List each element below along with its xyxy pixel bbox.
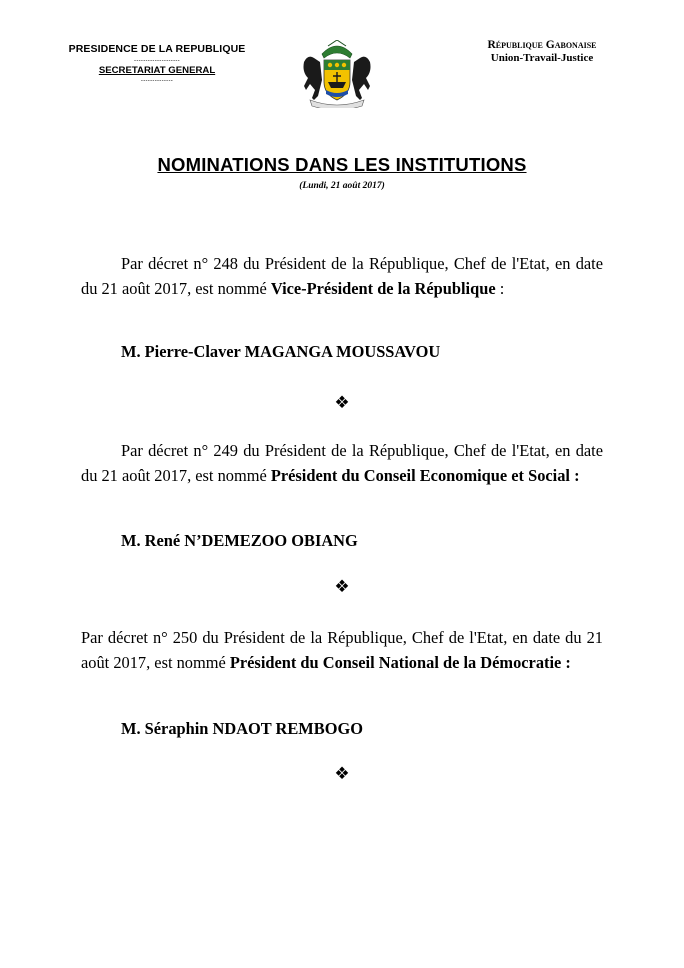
appointee-name-2: M. René N’DEMEZOO OBIANG bbox=[121, 531, 358, 550]
header-separator: -------------------- bbox=[134, 57, 180, 64]
decree-paragraph-2 bbox=[81, 438, 603, 488]
separator-ornament: ❖ bbox=[334, 393, 350, 412]
decree-suffix: : bbox=[495, 279, 505, 298]
decree-intro: Par décret n° 249 du Président de la République, Chef de l'Etat, en date du 21 août 2017, est nommé bbox=[81, 441, 603, 485]
appointee-name-3: M. Séraphin NDAOT REMBOGO bbox=[121, 719, 363, 738]
header-right bbox=[452, 38, 632, 66]
page-title: NOMINATIONS DANS LES INSTITUTIONS bbox=[157, 154, 527, 175]
decree-position: Président du Conseil National de la Démocratie : bbox=[229, 653, 571, 672]
decree-position: Président du Conseil Economique et Social : bbox=[270, 466, 580, 485]
decree-intro: Par décret n° 250 du Président de la République, Chef de l'Etat, en date du 21 août 2017, est nommé bbox=[81, 628, 603, 672]
coat-of-arms-icon bbox=[300, 40, 374, 108]
publication-date: (Lundi, 21 août 2017) bbox=[299, 181, 385, 191]
country-name: République Gabonaise bbox=[487, 39, 597, 51]
header-left bbox=[46, 44, 268, 84]
separator-ornament: ❖ bbox=[334, 764, 350, 783]
decree-position: Vice-Président de la République bbox=[270, 279, 496, 298]
separator-ornament: ❖ bbox=[334, 577, 350, 596]
decree-paragraph-3 bbox=[81, 625, 603, 675]
national-motto: Union-Travail-Justice bbox=[490, 52, 594, 65]
institution-name: PRESIDENCE DE LA REPUBLIQUE bbox=[68, 43, 246, 55]
header-separator-2: -------------- bbox=[140, 78, 174, 85]
appointee-name-1: M. Pierre-Claver MAGANGA MOUSSAVOU bbox=[121, 342, 441, 361]
decree-paragraph-1 bbox=[81, 251, 603, 301]
decree-intro: Par décret n° 248 du Président de la République, Chef de l'Etat, en date du 21 août 2017, est nommé bbox=[81, 254, 603, 298]
department-name: SECRETARIAT GENERAL bbox=[98, 64, 216, 76]
